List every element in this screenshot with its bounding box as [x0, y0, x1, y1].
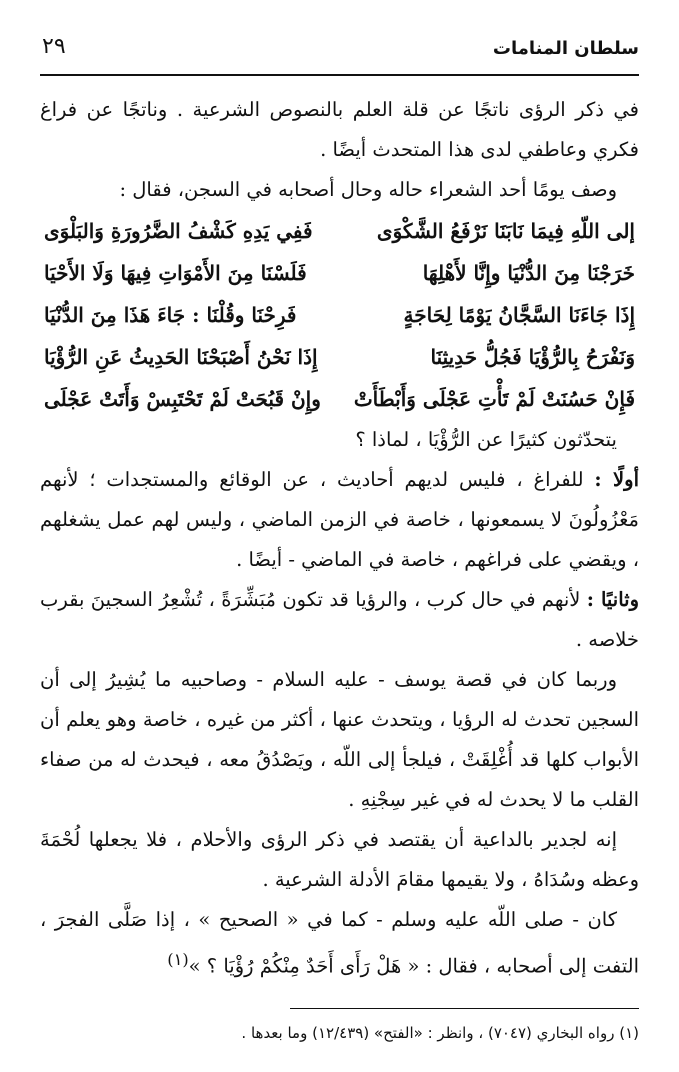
verse-second-hemistich: فَفِي يَدِهِ كَشْفُ الضَّرُورَةِ وَالبَلْوَى — [44, 219, 313, 243]
verse-first-hemistich: وَنَفْرَحُ بِالرُّؤْيَا فَجُلُّ حَدِيثِنَا — [430, 345, 635, 369]
paragraph-1: في ذكر الرؤى ناتجًا عن قلة العلم بالنصوص الشرعية . وناتجًا عن فراغ فكري وعاطفي لدى هذا المتحدث أيضًا . — [40, 98, 639, 161]
paragraph-5-lead: وثانيًا : — [586, 588, 639, 611]
poem-verse — [44, 294, 635, 336]
footnote-reference: (١) — [167, 950, 189, 969]
verse-second-hemistich: إِذَا نَحْنُ أَصْبَحْنَا الحَدِيثُ عَنِ الرُّؤْيَا — [44, 345, 318, 369]
paragraph-7: إنه لجدير بالداعية أن يقتصد في ذكر الرؤى والأحلام ، فلا يجعلها لُحْمَةَ وعظه وسُدَاهُ ، ولا يقيمها مقامَ الأدلة الشرعية . — [40, 828, 639, 891]
verse-second-hemistich: فَلَسْنَا مِنَ الأَمْوَاتِ فِيهَا وَلَا الأَحْيَا — [44, 261, 307, 285]
poem-verse — [44, 336, 635, 378]
paragraph-8-text: كان - صلى اللّه عليه وسلم - كما في « الصحيح » ، إذا صَلَّى الفجرَ ، التفت إلى أصحابه ، فقال : « هَلْ رَأَى أَحَدٌ مِنْكُمْ رُؤْيَا ؟ » — [40, 908, 639, 978]
paragraph-6: وربما كان في قصة يوسف - عليه السلام - وصاحبيه ما يُشِيرُ إلى أن السجين تحدث له الرؤيا ، ويتحدث عنها ، أكثر من غيره ، خاصة وهو يعلم أن الأبواب كلها قد أُغْلِقَتْ ، فيلجأ إلى اللّه ، ويَصْدُقُ معه ، فيحدث له من صفاء القلب ما لا يحدث له في غير سِجْنِهِ . — [40, 668, 639, 811]
running-title: سلطان المنامات — [492, 38, 639, 59]
paragraph-4-lead: أولًا : — [594, 468, 639, 491]
page-number: ٢٩ — [42, 34, 66, 59]
verse-second-hemistich: فَرِحْنَا وقُلْنَا : جَاءَ هَذَا مِنَ الدُّنْيَا — [44, 303, 297, 327]
footnote: (١) رواه البخاري (٧٠٤٧) ، وانظر : «الفتح» (١٢/٤٣٩) وما بعدها . — [241, 1024, 639, 1042]
poem-verse — [44, 252, 635, 294]
footnote-divider — [290, 1008, 639, 1009]
verse-first-hemistich: إلى اللّهِ فِيمَا نَابَنَا نَرْفَعُ الشَّكْوَى — [376, 219, 635, 243]
paragraph-5 — [40, 580, 639, 660]
paragraph-4 — [40, 460, 639, 580]
verse-first-hemistich: فَإِنْ حَسُنَتْ لَمْ تَأْتِ عَجْلَى وَأَبْطَأَتْ — [353, 387, 635, 411]
poem-verse — [44, 210, 635, 252]
paragraph-3: يتحدّثون كثيرًا عن الرُّؤْيَا ، لماذا ؟ — [355, 428, 617, 451]
paragraph-8 — [40, 900, 639, 987]
paragraph-4-text: للفراغ ، فليس لديهم أحاديث ، عن الوقائع والمستجدات ؛ لأنهم مَعْزُولُونَ لا يسمعونها ، خاصة في الزمن الماضي ، وليس لهم عمل يشغلهم ، ويقضي على فراغهم ، خاصة في الماضي - أيضًا . — [40, 468, 639, 571]
verse-first-hemistich: خَرَجْنَا مِنَ الدُّنْيَا وإِنَّا لأَهْلِهَا — [422, 261, 635, 285]
poem-verse — [44, 378, 635, 420]
verse-second-hemistich: وإِنْ قَبُحَتْ لَمْ تَحْتَبِسْ وَأَتَتْ عَجْلَى — [44, 387, 321, 411]
verse-first-hemistich: إِذَا جَاءَنَا السَّجَّانُ يَوْمًا لِحَاجَةٍ — [403, 303, 635, 327]
header-divider — [40, 74, 639, 76]
paragraph-5-text: لأنهم في حال كرب ، والرؤيا قد تكون مُبَشِّرَةً ، تُشْعِرُ السجينَ بقرب خلاصه . — [40, 588, 639, 651]
page-body — [40, 90, 639, 987]
page-header — [40, 30, 639, 70]
paragraph-2: وصف يومًا أحد الشعراء حاله وحال أصحابه في السجن، فقال : — [119, 178, 617, 201]
poem — [40, 210, 639, 420]
